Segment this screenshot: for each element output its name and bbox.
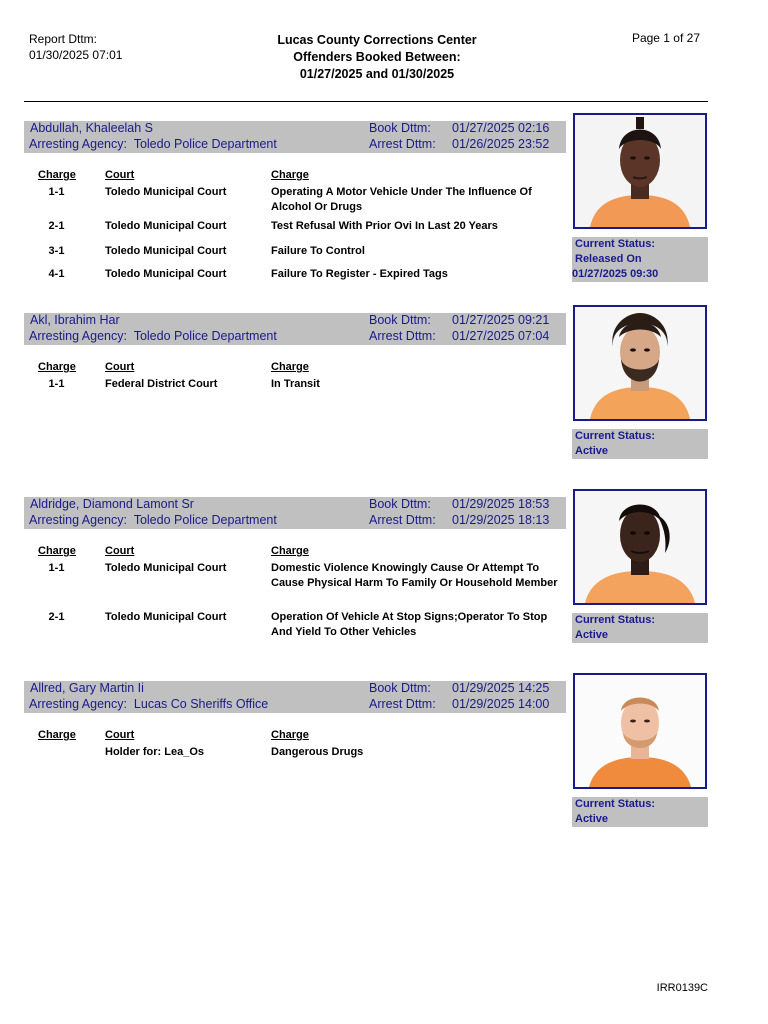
offender-banner	[24, 121, 566, 153]
title-line-2: Offenders Booked Between:	[293, 50, 461, 64]
charge-description: Operating A Motor Vehicle Under The Influence Of Alcohol Or Drugs	[271, 186, 532, 213]
charge-description: Dangerous Drugs	[271, 746, 364, 758]
arresting-agency	[29, 329, 277, 344]
court-column-header: Court	[105, 169, 135, 181]
report-dttm-label: Report Dttm:	[29, 32, 98, 46]
page-number: Page 1 of 27	[631, 31, 700, 45]
arresting-agency	[29, 137, 277, 152]
charge-column-header: Charge	[38, 545, 76, 557]
report-dttm-value: 01/30/2025 07:01	[29, 48, 123, 62]
mugshot-photo	[573, 673, 707, 789]
title-line-3: 01/27/2025 and 01/30/2025	[299, 67, 455, 81]
charge-court: Toledo Municipal Court	[105, 220, 227, 232]
charge-description: Failure To Register - Expired Tags	[271, 268, 448, 280]
charge-column-header: Charge	[38, 169, 76, 181]
arresting-agency	[29, 697, 268, 712]
charge-number: 1-1	[48, 378, 65, 390]
agency-value: Toledo Police Department	[133, 329, 277, 343]
offender-banner	[24, 497, 566, 529]
current-status-label: Current Status:	[575, 614, 656, 626]
charge-court: Toledo Municipal Court	[105, 268, 227, 280]
charge-description: Operation Of Vehicle At Stop Signs;Operator To Stop And Yield To Other Vehicles	[271, 611, 548, 638]
book-dttm-value: 01/27/2025 02:16	[452, 121, 550, 135]
offender-name: Allred, Gary Martin Ii	[30, 681, 144, 695]
arrest-dttm-value: 01/27/2025 07:04	[452, 329, 550, 343]
charge-number: 2-1	[48, 611, 65, 623]
report-code: IRR0139C	[656, 982, 708, 994]
header-divider	[24, 101, 708, 102]
charge-court: Federal District Court	[105, 378, 218, 390]
court-column-header: Court	[105, 361, 135, 373]
agency-label: Arresting Agency:	[29, 137, 127, 151]
description-column-header: Charge	[271, 169, 309, 181]
arresting-agency	[29, 513, 277, 528]
charge-court: Toledo Municipal Court	[105, 562, 227, 574]
charge-number: 3-1	[48, 245, 65, 257]
arrest-dttm-label: Arrest Dttm:	[369, 137, 436, 151]
book-dttm-label: Book Dttm:	[369, 497, 431, 511]
arrest-dttm-value: 01/26/2025 23:52	[452, 137, 550, 151]
mugshot-photo	[573, 305, 707, 421]
charge-description: In Transit	[271, 378, 320, 390]
charge-column-header: Charge	[38, 361, 76, 373]
arrest-dttm-value: 01/29/2025 18:13	[452, 513, 550, 527]
book-dttm-label: Book Dttm:	[369, 121, 431, 135]
released-datetime: 01/27/2025 09:30	[572, 268, 659, 280]
description-column-header: Charge	[271, 729, 309, 741]
current-status-value: Active	[575, 813, 609, 825]
book-dttm-label: Book Dttm:	[369, 681, 431, 695]
offender-banner	[24, 313, 566, 345]
court-column-header: Court	[105, 545, 135, 557]
book-dttm-value: 01/29/2025 14:25	[452, 681, 550, 695]
agency-label: Arresting Agency:	[29, 697, 127, 711]
court-column-header: Court	[105, 729, 135, 741]
agency-value: Toledo Police Department	[133, 513, 277, 527]
current-status-box	[572, 797, 708, 827]
book-dttm-value: 01/29/2025 18:53	[452, 497, 550, 511]
charge-description: Failure To Control	[271, 245, 365, 257]
charge-description: Domestic Violence Knowingly Cause Or Attempt To Cause Physical Harm To Family Or Household Member	[271, 562, 558, 589]
charge-description: Test Refusal With Prior Ovi In Last 20 Years	[271, 220, 498, 232]
charge-column-header: Charge	[38, 729, 76, 741]
current-status-value: Released On	[575, 253, 642, 265]
agency-value: Lucas Co Sheriffs Office	[133, 697, 269, 711]
charge-court: Holder for: Lea_Os	[105, 746, 205, 758]
charge-court: Toledo Municipal Court	[105, 245, 227, 257]
arrest-dttm-value: 01/29/2025 14:00	[452, 697, 550, 711]
charge-number: 4-1	[48, 268, 65, 280]
offender-name: Akl, Ibrahim Har	[30, 313, 120, 327]
current-status-label: Current Status:	[575, 798, 656, 810]
agency-label: Arresting Agency:	[29, 513, 127, 527]
offender-name: Abdullah, Khaleelah S	[30, 121, 154, 135]
current-status-value: Active	[575, 629, 609, 641]
current-status-box	[572, 613, 708, 643]
charge-number: 1-1	[48, 562, 65, 574]
charge-court: Toledo Municipal Court	[105, 186, 227, 198]
charge-number: 2-1	[48, 220, 65, 232]
book-dttm-value: 01/27/2025 09:21	[452, 313, 550, 327]
current-status-label: Current Status:	[575, 430, 656, 442]
report-title	[227, 32, 527, 83]
mugshot-photo	[573, 113, 707, 229]
offender-name: Aldridge, Diamond Lamont Sr	[30, 497, 194, 511]
arrest-dttm-label: Arrest Dttm:	[369, 697, 436, 711]
current-status-box	[572, 429, 708, 459]
arrest-dttm-label: Arrest Dttm:	[369, 329, 436, 343]
description-column-header: Charge	[271, 545, 309, 557]
report-datetime	[29, 31, 122, 63]
current-status-value: Active	[575, 445, 609, 457]
description-column-header: Charge	[271, 361, 309, 373]
current-status-label: Current Status:	[575, 238, 656, 250]
agency-label: Arresting Agency:	[29, 329, 127, 343]
mugshot-photo	[573, 489, 707, 605]
agency-value: Toledo Police Department	[133, 137, 277, 151]
offender-banner	[24, 681, 566, 713]
current-status-box	[572, 237, 708, 282]
book-dttm-label: Book Dttm:	[369, 313, 431, 327]
title-line-1: Lucas County Corrections Center	[277, 33, 477, 47]
arrest-dttm-label: Arrest Dttm:	[369, 513, 436, 527]
charge-court: Toledo Municipal Court	[105, 611, 227, 623]
charge-number: 1-1	[48, 186, 65, 198]
